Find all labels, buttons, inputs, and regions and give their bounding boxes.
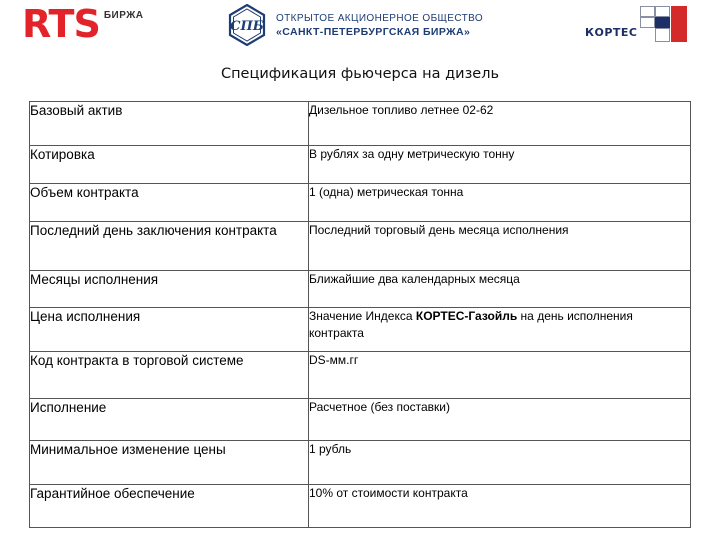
table-row [30, 146, 691, 184]
row-value: Дизельное топливо летнее 02-62 [309, 102, 691, 146]
table-row [30, 352, 691, 399]
kortes-bar-red [671, 6, 687, 42]
kortes-wordmark: КОРТЕС [585, 26, 638, 39]
row-value: Последний торговый день месяца исполнения [309, 222, 691, 271]
row-label: Базовый актив [30, 102, 309, 146]
page-title: Спецификация фьючерса на дизель [220, 66, 500, 82]
row-value: 1 рубль [309, 441, 691, 485]
row-value: 1 (одна) метрическая тонна [309, 184, 691, 222]
table-row [30, 399, 691, 441]
kortes-square-blue [655, 17, 670, 28]
kortes-square [640, 17, 655, 28]
rts-logo-sub: БИРЖА [103, 10, 144, 21]
row-label: Гарантийное обеспечение [30, 485, 309, 528]
spec-table [29, 101, 691, 528]
table-row [30, 184, 691, 222]
table-row [30, 222, 691, 271]
spb-emblem-text: СПБ [230, 19, 264, 34]
kortes-square [655, 6, 670, 17]
row-label: Минимальное изменение цены [30, 441, 309, 485]
row-label: Код контракта в торговой системе [30, 352, 309, 399]
row-label: Котировка [30, 146, 309, 184]
table-row [30, 308, 691, 352]
table-row [30, 441, 691, 485]
row-label: Объем контракта [30, 184, 309, 222]
spb-exchange-emblem [226, 4, 268, 46]
row-label: Исполнение [30, 399, 309, 441]
spb-line1: ОТКРЫТОЕ АКЦИОНЕРНОЕ ОБЩЕСТВО [276, 12, 484, 24]
row-value: DS-мм.гг [309, 352, 691, 399]
table-row [30, 485, 691, 528]
row-value: Расчетное (без поставки) [309, 399, 691, 441]
spb-exchange-logo [226, 2, 483, 48]
rts-logo-mark: RTS [22, 2, 100, 46]
spb-line2: «САНКТ-ПЕТЕРБУРГСКАЯ БИРЖА» [276, 25, 471, 38]
table-row [30, 102, 691, 146]
kortes-square [655, 28, 670, 42]
row-value: 10% от стоимости контракта [309, 485, 691, 528]
row-label: Цена исполнения [30, 308, 309, 352]
row-label: Месяцы исполнения [30, 271, 309, 308]
row-value [309, 308, 691, 352]
rts-logo [22, 2, 144, 46]
kortes-square [640, 6, 655, 17]
kortes-logo [585, 6, 687, 42]
value-bold-text: КОРТЕС-Газойль [415, 309, 518, 323]
row-label: Последний день заключения контракта [30, 222, 309, 271]
value-text: на день исполнения контракта [309, 309, 633, 340]
row-value: Ближайшие два календарных месяца [309, 271, 691, 308]
value-text: Значение Индекса [309, 309, 416, 323]
table-row [30, 271, 691, 308]
row-value: В рублях за одну метрическую тонну [309, 146, 691, 184]
